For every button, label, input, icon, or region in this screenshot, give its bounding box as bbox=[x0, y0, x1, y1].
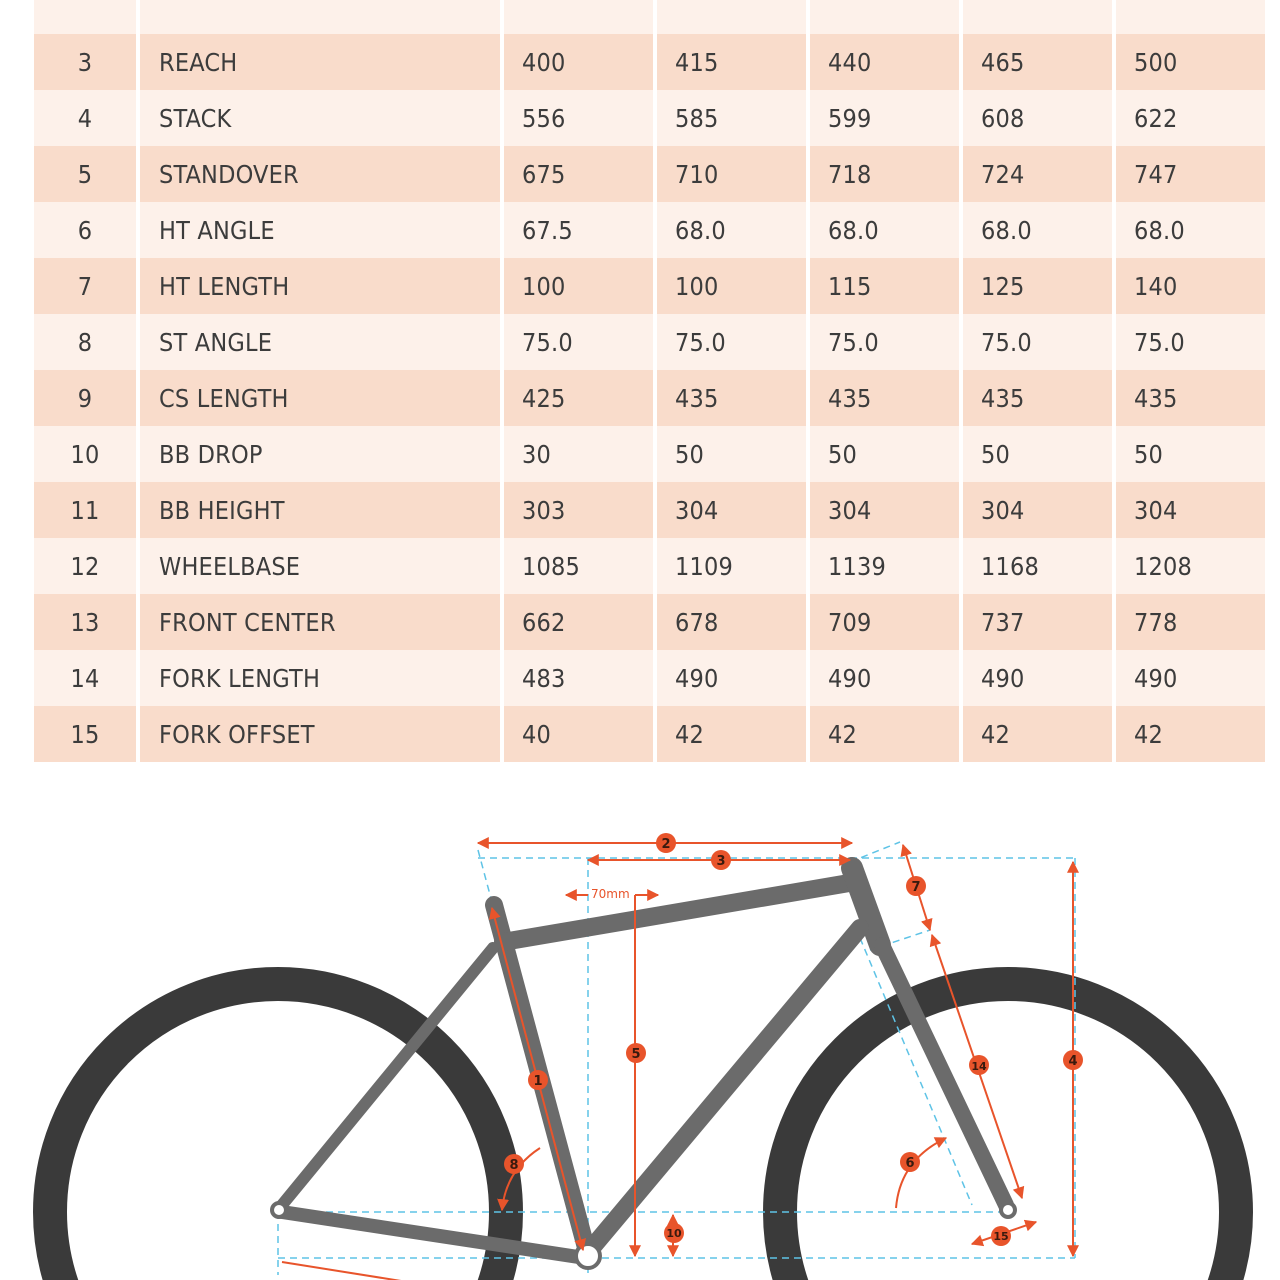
callout-14 bbox=[969, 1055, 989, 1075]
measurement-value: 675 bbox=[504, 146, 653, 202]
table-row bbox=[34, 650, 1265, 706]
measurement-value: 303 bbox=[504, 482, 653, 538]
measurement-value: 140 bbox=[1116, 258, 1265, 314]
measurement-value bbox=[963, 0, 1112, 34]
svg-text:6: 6 bbox=[905, 1156, 915, 1171]
measurement-value: 599 bbox=[810, 90, 959, 146]
measurement-value: 304 bbox=[810, 482, 959, 538]
measurement-value: 75.0 bbox=[810, 314, 959, 370]
table-row bbox=[34, 90, 1265, 146]
measurement-value bbox=[657, 0, 806, 34]
measurement-name: ST ANGLE bbox=[140, 314, 500, 370]
front-dropout bbox=[1001, 1203, 1015, 1217]
measurement-value: 747 bbox=[1116, 146, 1265, 202]
svg-text:7: 7 bbox=[911, 880, 921, 895]
measurement-value bbox=[1116, 0, 1265, 34]
geometry-table bbox=[30, 0, 1269, 762]
svg-text:3: 3 bbox=[716, 854, 726, 869]
measurement-value: 778 bbox=[1116, 594, 1265, 650]
svg-text:2: 2 bbox=[661, 837, 671, 852]
svg-text:1: 1 bbox=[533, 1074, 543, 1089]
measurement-value: 585 bbox=[657, 90, 806, 146]
measurement-value: 50 bbox=[1116, 426, 1265, 482]
chain-stay bbox=[282, 1212, 585, 1258]
measurement-value: 400 bbox=[504, 34, 653, 90]
dimension-note: 70mm bbox=[591, 887, 630, 901]
row-number: 12 bbox=[34, 538, 136, 594]
top-tube bbox=[503, 882, 855, 942]
svg-text:10: 10 bbox=[666, 1227, 682, 1240]
measurement-name: FORK LENGTH bbox=[140, 650, 500, 706]
measurement-value: 68.0 bbox=[963, 202, 1112, 258]
measurement-value: 709 bbox=[810, 594, 959, 650]
callout-2 bbox=[656, 833, 676, 853]
measurement-value: 1208 bbox=[1116, 538, 1265, 594]
table-row bbox=[34, 146, 1265, 202]
measurement-value: 1139 bbox=[810, 538, 959, 594]
measurement-value: 75.0 bbox=[963, 314, 1112, 370]
measurement-value: 68.0 bbox=[657, 202, 806, 258]
measurement-name: FRONT CENTER bbox=[140, 594, 500, 650]
callout-6 bbox=[900, 1152, 920, 1172]
table-row bbox=[34, 538, 1265, 594]
table-row bbox=[34, 202, 1265, 258]
callout-1 bbox=[528, 1070, 548, 1090]
table-row bbox=[34, 706, 1265, 762]
measurement-name: FORK OFFSET bbox=[140, 706, 500, 762]
callout-7 bbox=[906, 876, 926, 896]
row-number: 3 bbox=[34, 34, 136, 90]
measurement-value: 490 bbox=[963, 650, 1112, 706]
measurement-value: 100 bbox=[657, 258, 806, 314]
callout-15 bbox=[991, 1226, 1011, 1246]
measurement-value: 724 bbox=[963, 146, 1112, 202]
measurement-value: 100 bbox=[504, 258, 653, 314]
measurement-value: 710 bbox=[657, 146, 806, 202]
measurement-value: 435 bbox=[963, 370, 1112, 426]
row-number: 4 bbox=[34, 90, 136, 146]
measurement-value bbox=[504, 0, 653, 34]
measurement-value: 483 bbox=[504, 650, 653, 706]
svg-text:8: 8 bbox=[509, 1158, 519, 1173]
measurement-value: 622 bbox=[1116, 90, 1265, 146]
table-row bbox=[34, 258, 1265, 314]
measurement-value: 42 bbox=[1116, 706, 1265, 762]
measurement-value: 1085 bbox=[504, 538, 653, 594]
measurement-value: 1168 bbox=[963, 538, 1112, 594]
measurement-name: BB DROP bbox=[140, 426, 500, 482]
bike-geometry-diagram bbox=[0, 780, 1280, 1280]
measurement-value: 42 bbox=[810, 706, 959, 762]
table-row bbox=[34, 314, 1265, 370]
measurement-value: 678 bbox=[657, 594, 806, 650]
measurement-value: 304 bbox=[1116, 482, 1265, 538]
measurement-value: 68.0 bbox=[810, 202, 959, 258]
callout-10 bbox=[664, 1223, 684, 1243]
row-number: 9 bbox=[34, 370, 136, 426]
measurement-name: HT ANGLE bbox=[140, 202, 500, 258]
measurement-value: 500 bbox=[1116, 34, 1265, 90]
svg-text:4: 4 bbox=[1068, 1054, 1078, 1069]
measurement-value: 68.0 bbox=[1116, 202, 1265, 258]
table-row bbox=[34, 34, 1265, 90]
row-number: 15 bbox=[34, 706, 136, 762]
row-number: 13 bbox=[34, 594, 136, 650]
measurement-value: 490 bbox=[1116, 650, 1265, 706]
measurement-value: 42 bbox=[963, 706, 1112, 762]
measurement-value bbox=[810, 0, 959, 34]
measurement-value: 304 bbox=[657, 482, 806, 538]
row-number: 11 bbox=[34, 482, 136, 538]
measurement-value: 608 bbox=[963, 90, 1112, 146]
measurement-value: 50 bbox=[963, 426, 1112, 482]
measurement-value: 125 bbox=[963, 258, 1112, 314]
table-row bbox=[34, 370, 1265, 426]
measurement-value: 75.0 bbox=[504, 314, 653, 370]
callout-8 bbox=[504, 1154, 524, 1174]
measurement-value: 40 bbox=[504, 706, 653, 762]
measurement-value: 440 bbox=[810, 34, 959, 90]
bottom-bracket bbox=[576, 1244, 600, 1268]
table-row bbox=[34, 0, 1265, 34]
measurement-name: CS LENGTH bbox=[140, 370, 500, 426]
row-number: 10 bbox=[34, 426, 136, 482]
measurement-value: 718 bbox=[810, 146, 959, 202]
rear-dropout bbox=[272, 1203, 286, 1217]
measurement-value: 115 bbox=[810, 258, 959, 314]
row-number: 5 bbox=[34, 146, 136, 202]
measurement-name: STACK bbox=[140, 90, 500, 146]
row-number bbox=[34, 0, 136, 34]
measurement-value: 50 bbox=[657, 426, 806, 482]
measurement-name: HT LENGTH bbox=[140, 258, 500, 314]
measurement-value: 304 bbox=[963, 482, 1112, 538]
measurement-value: 67.5 bbox=[504, 202, 653, 258]
callout-4 bbox=[1063, 1050, 1083, 1070]
measurement-value: 435 bbox=[657, 370, 806, 426]
measurement-value: 30 bbox=[504, 426, 653, 482]
measurement-name bbox=[140, 0, 500, 34]
measurement-name: REACH bbox=[140, 34, 500, 90]
table-row bbox=[34, 594, 1265, 650]
measurement-value: 435 bbox=[810, 370, 959, 426]
measurement-name: WHEELBASE bbox=[140, 538, 500, 594]
svg-text:14: 14 bbox=[971, 1060, 987, 1073]
measurement-value: 50 bbox=[810, 426, 959, 482]
callout-3 bbox=[711, 850, 731, 870]
table-row bbox=[34, 482, 1265, 538]
measurement-value: 490 bbox=[657, 650, 806, 706]
svg-text:5: 5 bbox=[631, 1047, 641, 1062]
row-number: 8 bbox=[34, 314, 136, 370]
callout-5 bbox=[626, 1043, 646, 1063]
measurement-name: BB HEIGHT bbox=[140, 482, 500, 538]
measurement-value: 415 bbox=[657, 34, 806, 90]
measurement-value: 1109 bbox=[657, 538, 806, 594]
measurement-value: 75.0 bbox=[1116, 314, 1265, 370]
measurement-value: 465 bbox=[963, 34, 1112, 90]
measurement-value: 425 bbox=[504, 370, 653, 426]
measurement-value: 737 bbox=[963, 594, 1112, 650]
svg-text:15: 15 bbox=[993, 1230, 1009, 1243]
table-row bbox=[34, 426, 1265, 482]
measurement-name: STANDOVER bbox=[140, 146, 500, 202]
measurement-value: 435 bbox=[1116, 370, 1265, 426]
measurement-value: 42 bbox=[657, 706, 806, 762]
measurement-value: 662 bbox=[504, 594, 653, 650]
geometry-table-body bbox=[34, 0, 1265, 762]
row-number: 6 bbox=[34, 202, 136, 258]
row-number: 7 bbox=[34, 258, 136, 314]
measurement-value: 75.0 bbox=[657, 314, 806, 370]
measurement-value: 556 bbox=[504, 90, 653, 146]
row-number: 14 bbox=[34, 650, 136, 706]
measurement-value: 490 bbox=[810, 650, 959, 706]
